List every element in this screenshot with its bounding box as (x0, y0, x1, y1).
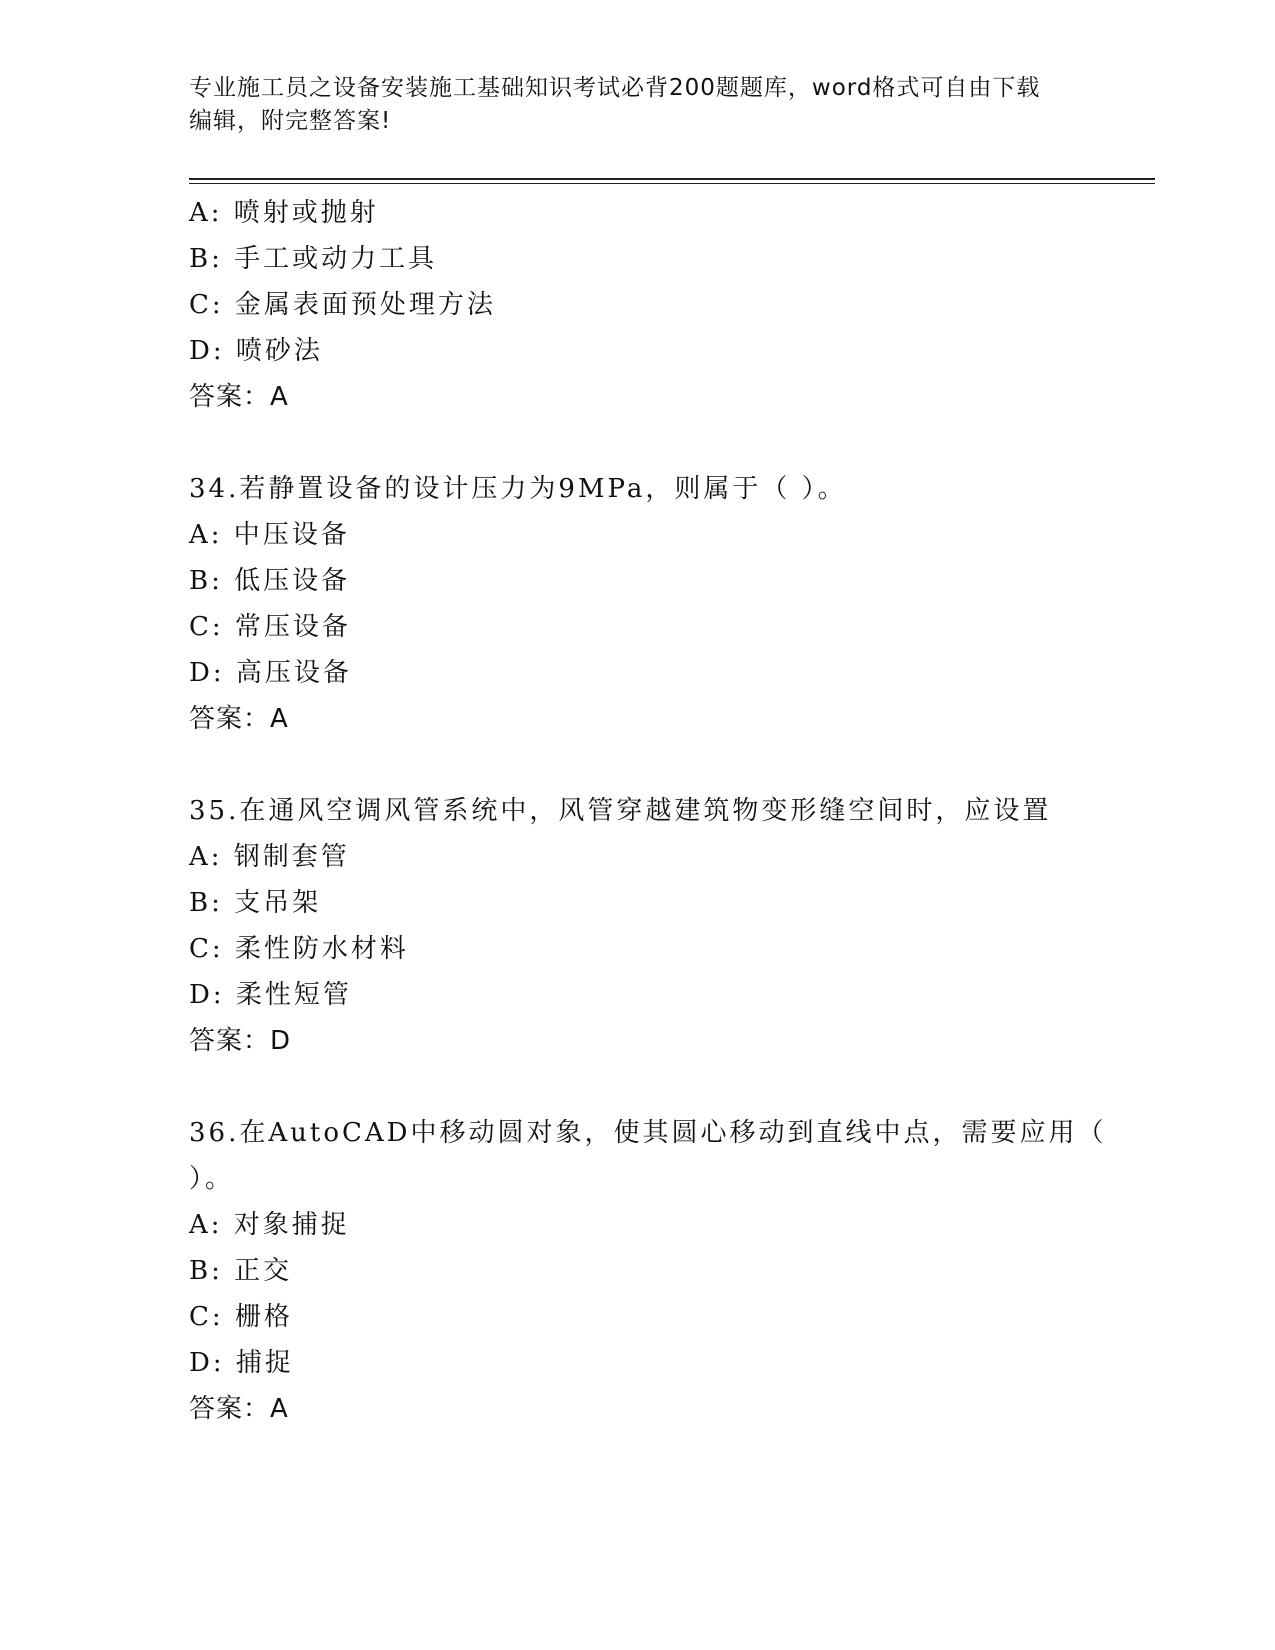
option-b: B: 手工或动力工具 (189, 244, 438, 274)
option-d: D: 高压设备 (189, 658, 352, 688)
question-33-continued (189, 190, 1119, 420)
option-c: C: 栅格 (189, 1302, 293, 1332)
question-text-line-1: 36.在AutoCAD中移动圆对象，使其圆心移动到直线中点，需要应用（ (189, 1118, 1107, 1148)
header-line-1: 专业施工员之设备安装施工基础知识考试必背200题题库，word格式可自由下载 (189, 75, 1041, 101)
question-text: 35.在通风空调风管系统中，风管穿越建筑物变形缝空间时，应设置 (189, 796, 1052, 826)
question-34 (189, 466, 1119, 742)
option-c: C: 柔性防水材料 (189, 934, 409, 964)
option-b: B: 低压设备 (189, 566, 351, 596)
option-a: A: 中压设备 (189, 520, 350, 550)
question-36 (189, 1110, 1119, 1432)
answer: 答案：A (189, 1394, 289, 1424)
header-line-2: 编辑，附完整答案! (189, 108, 392, 134)
option-d: D: 柔性短管 (189, 980, 352, 1010)
option-a: A: 喷射或抛射 (189, 198, 379, 228)
document-header (189, 72, 1089, 138)
question-list (189, 190, 1119, 1432)
option-b: B: 支吊架 (189, 888, 322, 918)
question-35 (189, 788, 1119, 1064)
option-c: C: 常压设备 (189, 612, 351, 642)
question-text-line-2: ）。 (189, 1164, 235, 1194)
header-divider (189, 178, 1155, 184)
question-text: 34.若静置设备的设计压力为9MPa，则属于（ ）。 (189, 474, 847, 504)
option-d: D: 喷砂法 (189, 336, 323, 366)
option-c: C: 金属表面预处理方法 (189, 290, 496, 320)
option-d: D: 捕捉 (189, 1348, 294, 1378)
option-b: B: 正交 (189, 1256, 293, 1286)
option-a: A: 钢制套管 (189, 842, 350, 872)
answer: 答案：D (189, 1026, 292, 1056)
answer: 答案：A (189, 382, 289, 412)
answer: 答案：A (189, 704, 289, 734)
option-a: A: 对象捕捉 (189, 1210, 350, 1240)
